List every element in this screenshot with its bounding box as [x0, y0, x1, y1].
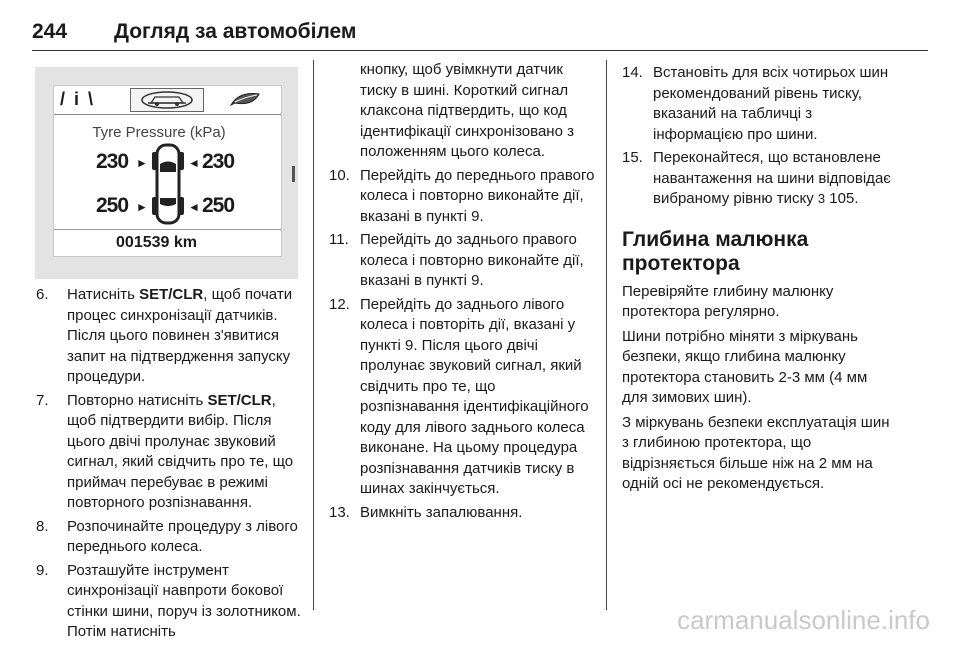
arrow-right-icon: ►	[136, 156, 148, 170]
pressure-rear-right: 250	[202, 194, 235, 217]
page-title: Догляд за автомобілем	[114, 20, 357, 43]
info-display-screen	[53, 85, 282, 257]
paragraph: Перевіряйте глибину малюнку протектора регулярно.	[622, 282, 834, 320]
list-item: 7. Повторно натисніть SET/CLR, щоб підтвердити вибір. Після цього двічі пролунає звуковий сигнал, який свідчить про те, що приймач перебуває в режимі повторного розпізнавання.	[36, 391, 294, 511]
list-item: 14. Встановіть для всіх чотирьох шин рекомендований рівень тиску, вказаний на табличці з інформацією про шини.	[622, 64, 889, 143]
steps-list	[329, 166, 595, 524]
section-title: Глибина малюнка протектора	[622, 227, 809, 275]
paragraph: Шини потрібно міняти з міркувань безпеки, якщо глибина малюнку протектора становить 2-3 мм (4 мм для зимових шин).	[622, 327, 868, 406]
pressure-rear-left: 250	[96, 194, 129, 217]
page-number: 244	[32, 20, 68, 43]
display-tab-bar	[54, 86, 281, 115]
steps-list	[36, 285, 302, 643]
list-item: 12. Перейдіть до заднього лівого колеса і повторіть дії, вказані у пункті 9. Після цього двічі пролунає звуковий сигнал, який свідчить про те, що розпізнавання ідентифікаційного коду для лівого заднього колеса виконане. На цьому процедура розпізнавання датчиків тиску в шинах закінчується.	[329, 295, 589, 497]
list-item: 15. Переконайтеся, що встановлене навантаження на шини відповідає вибраному рівню тиску 3 105.	[622, 149, 891, 207]
info-tab-icon: / i \	[60, 89, 96, 109]
scroll-indicator	[292, 166, 295, 182]
list-item: 13. Вимкніть запалювання.	[329, 503, 523, 521]
list-item: 6. Натисніть SET/CLR, щоб почати процес синхронізації датчиків. Після цього повинен з'явитися запит на підтвердження запуску процедури.	[36, 286, 293, 385]
list-item: 8. Розпочинайте процедуру з лівого переднього колеса.	[36, 517, 298, 555]
pressure-front-left: 230	[96, 150, 129, 173]
steps-list	[622, 63, 892, 210]
column-divider	[313, 60, 314, 610]
display-title: Tyre Pressure (kPa)	[92, 124, 226, 141]
odometer-divider	[54, 229, 281, 230]
list-item: 9. Розташуйте інструмент синхронізації навпроти бокової стінки шини, поруч із золотником. Потім натисніть	[36, 561, 301, 640]
list-item-continuation: кнопку, щоб увімкнути датчик тиску в шині. Короткий сигнал клаксона підтвердить, що код ідентифікації синхронізовано з положенням цього колеса.	[360, 61, 574, 160]
pressure-front-right: 230	[202, 150, 235, 173]
eco-leaf-icon	[229, 90, 263, 113]
vehicle-tab-icon	[130, 88, 204, 112]
list-item: 11. Перейдіть до заднього правого колеса і повторно виконайте дії, вказані в пункті 9.	[329, 231, 584, 289]
arrow-right-icon: ►	[136, 200, 148, 214]
column-1	[36, 285, 302, 646]
column-3	[622, 63, 892, 499]
page-reference-icon[interactable]: 3	[817, 191, 826, 206]
list-item: 10. Перейдіть до переднього правого колеса і повторно виконайте дії, вказані в пункті 9.	[329, 166, 595, 225]
tyre-pressure-figure	[35, 67, 298, 279]
watermark: carmanualsonline.info	[677, 605, 930, 635]
column-divider	[606, 60, 607, 610]
arrow-left-icon: ◄	[188, 156, 200, 170]
column-2	[329, 63, 595, 526]
arrow-left-icon: ◄	[188, 200, 200, 214]
page-header	[32, 14, 928, 51]
odometer: 001539 km	[116, 234, 197, 251]
car-top-view-icon	[149, 142, 187, 231]
paragraph: З міркувань безпеки експлуатація шин з глибиною протектора, що відрізняється більше ніж на 2 мм на одній осі не рекомендується.	[622, 413, 890, 492]
